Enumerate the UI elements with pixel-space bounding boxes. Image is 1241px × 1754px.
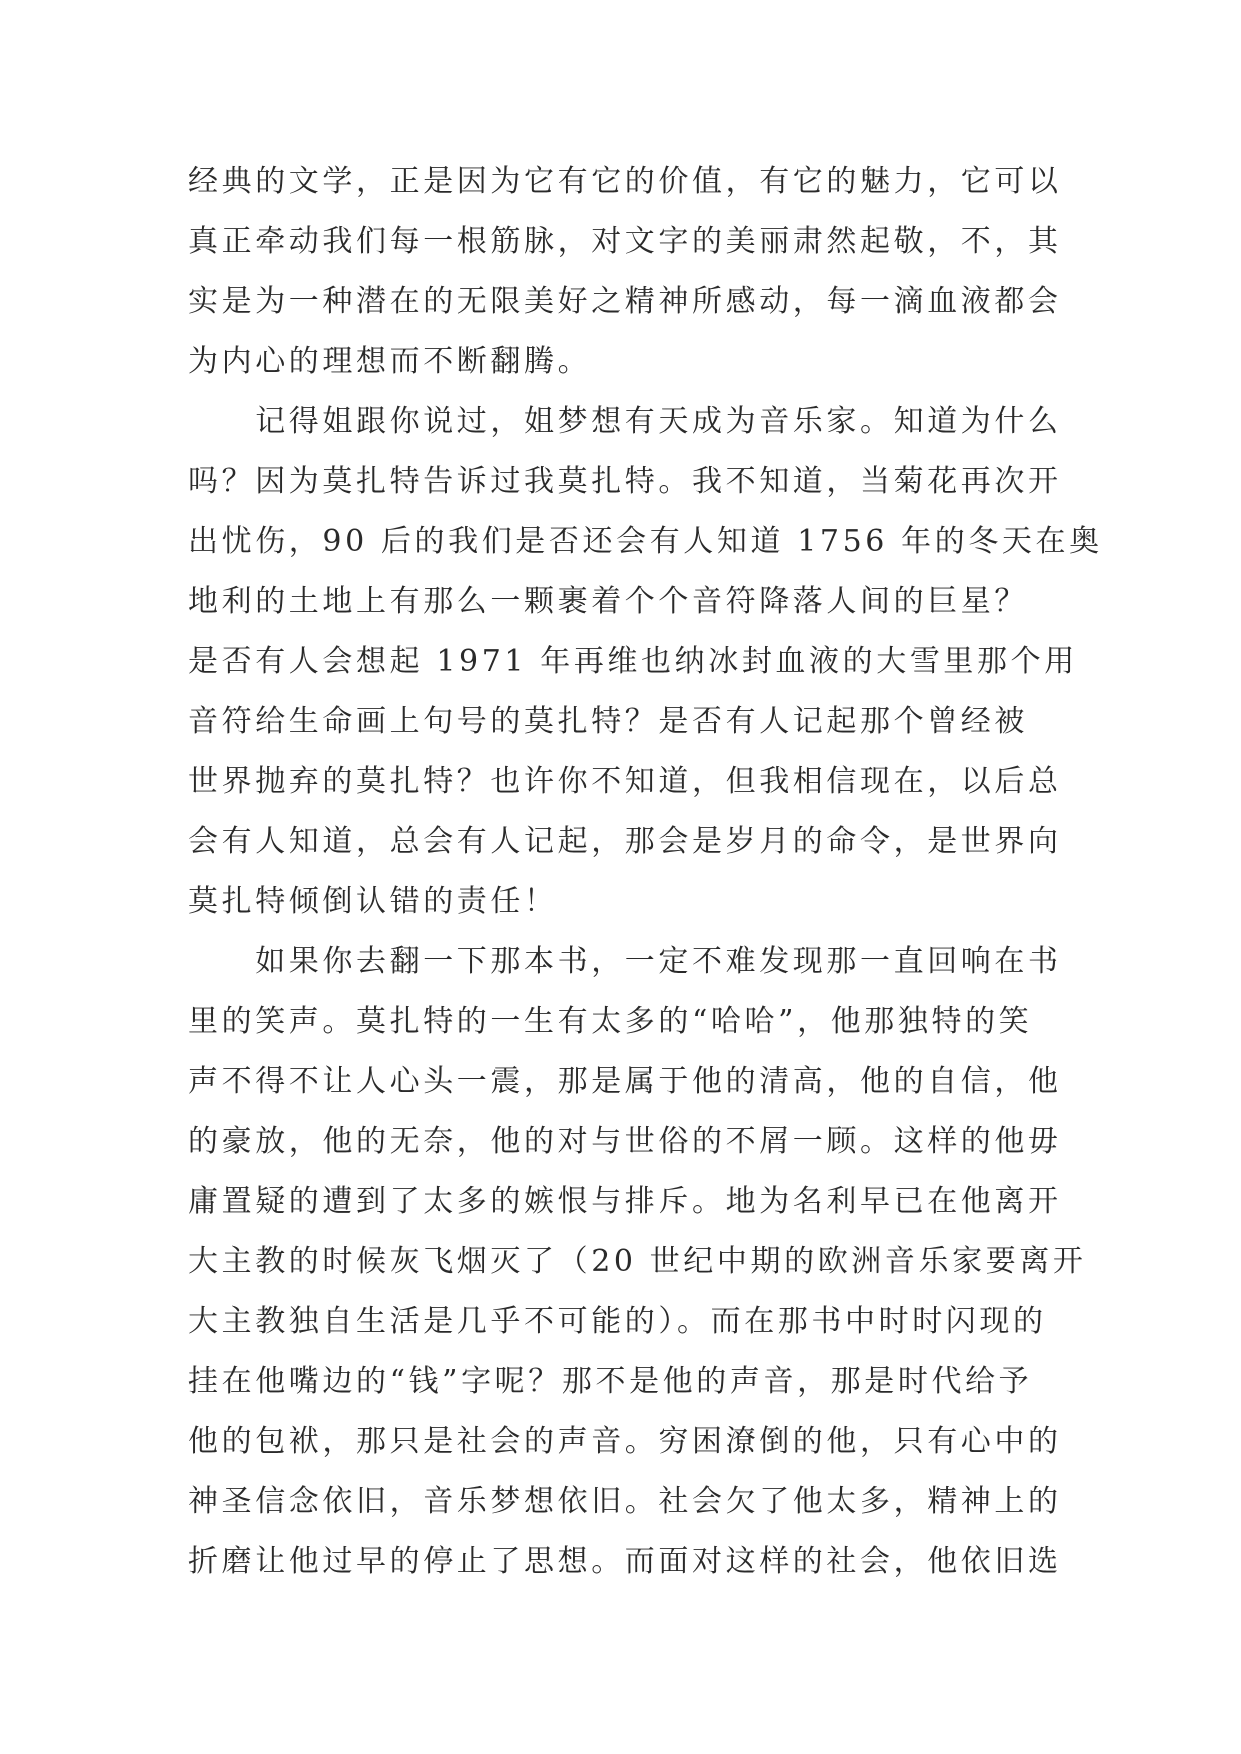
text-line: 世界抛弃的莫扎特？也许你不知道，但我相信现在，以后总: [188, 764, 1062, 799]
text-line: 为内心的理想而不断翻腾。: [188, 344, 592, 379]
text-line: 会有人知道，总会有人记起，那会是岁月的命令，是世界向: [188, 824, 1062, 859]
text-line: 他的包袱，那只是社会的声音。穷困潦倒的他，只有心中的: [188, 1424, 1062, 1459]
text-line: 如果你去翻一下那本书，一定不难发现那一直回响在书: [188, 944, 1062, 979]
text-line: 声不得不让人心头一震，那是属于他的清高，他的自信，他: [188, 1064, 1062, 1099]
text-line: 是否有人会想起 1971 年再维也纳冰封血液的大雪里那个用: [188, 644, 1078, 679]
text-line: 实是为一种潜在的无限美好之精神所感动，每一滴血液都会: [188, 284, 1062, 319]
text-line: 的豪放，他的无奈，他的对与世俗的不屑一顾。这样的他毋: [188, 1124, 1062, 1159]
text-line: 记得姐跟你说过，姐梦想有天成为音乐家。知道为什么: [188, 404, 1062, 439]
text-line: 真正牵动我们每一根筋脉，对文字的美丽肃然起敬，不，其: [188, 224, 1062, 259]
text-line: 音符给生命画上句号的莫扎特？是否有人记起那个曾经被: [188, 704, 1028, 739]
text-line: 经典的文学，正是因为它有它的价值，有它的魅力，它可以: [188, 164, 1062, 199]
text-line: 吗？因为莫扎特告诉过我莫扎特。我不知道，当菊花再次开: [188, 464, 1062, 499]
text-line: 大主教独自生活是几乎不可能的）。而在那书中时时闪现的: [188, 1304, 1047, 1339]
text-line: 庸置疑的遭到了太多的嫉恨与排斥。地为名利早已在他离开: [188, 1184, 1062, 1219]
body-text: [188, 152, 1103, 1592]
text-line: 折磨让他过早的停止了思想。而面对这样的社会，他依旧选: [188, 1544, 1062, 1579]
text-line: 莫扎特倾倒认错的责任！: [188, 884, 558, 919]
text-line: 地利的土地上有那么一颗裹着个个音符降落人间的巨星？: [188, 584, 1028, 619]
text-line: 大主教的时候灰飞烟灭了（20 世纪中期的欧洲音乐家要离开: [188, 1244, 1087, 1279]
text-line: 里的笑声。莫扎特的一生有太多的“哈哈”，他那独特的笑: [188, 1004, 1033, 1039]
text-line: 挂在他嘴边的“钱”字呢？那不是他的声音，那是时代给予: [188, 1364, 1033, 1399]
text-line: 出忧伤，90 后的我们是否还会有人知道 1756 年的冬天在奥: [188, 524, 1103, 559]
text-line: 神圣信念依旧，音乐梦想依旧。社会欠了他太多，精神上的: [188, 1484, 1062, 1519]
